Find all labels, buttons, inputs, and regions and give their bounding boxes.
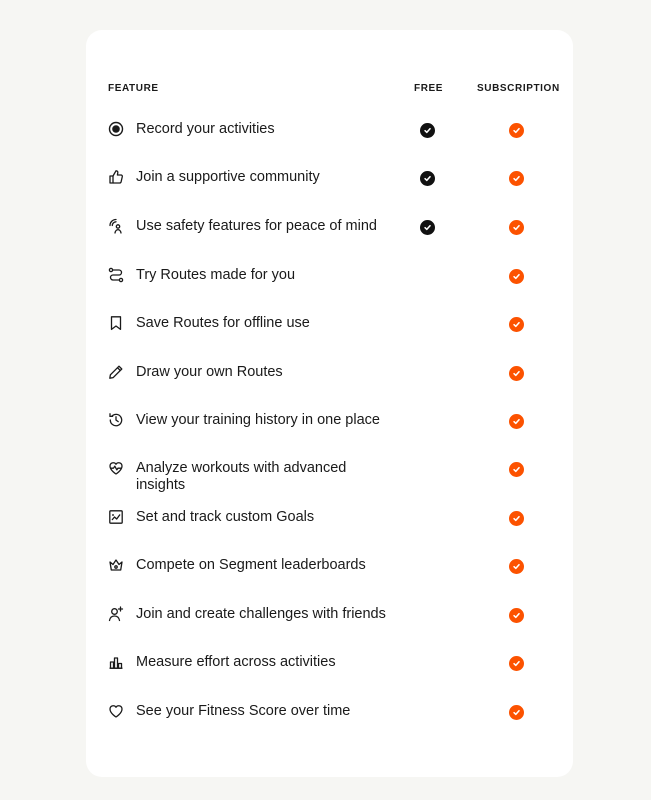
feature-label: Use safety features for peace of mind: [136, 218, 377, 234]
heart-pulse-icon: [108, 460, 124, 476]
feature-row: [0, 607, 651, 647]
subscription-check-icon: [509, 559, 524, 574]
feature-label: Draw your own Routes: [136, 364, 283, 380]
subscription-check-icon: [509, 123, 524, 138]
feature-row: [0, 365, 651, 405]
feature-row: [0, 170, 651, 210]
feature-label: Analyze workouts with advanced insights: [136, 460, 347, 493]
bar-chart-icon: [108, 654, 124, 670]
column-header-free: FREE: [414, 83, 444, 94]
feature-row: [0, 510, 651, 550]
subscription-check-icon: [509, 171, 524, 186]
subscription-check-icon: [509, 220, 524, 235]
goals-chart-icon: [108, 509, 124, 525]
feature-row: [0, 655, 651, 695]
free-check-icon: [420, 171, 435, 186]
feature-row: [0, 268, 651, 308]
history-icon: [108, 412, 124, 428]
subscription-check-icon: [509, 366, 524, 381]
beacon-icon: [108, 218, 124, 234]
feature-row: [0, 316, 651, 356]
feature-label: Try Routes made for you: [136, 267, 296, 283]
bookmark-icon: [108, 315, 124, 331]
feature-row: [0, 122, 651, 162]
subscription-check-icon: [509, 317, 524, 332]
feature-label: Save Routes for offline use: [136, 315, 310, 331]
heart-icon: [108, 703, 124, 719]
subscription-check-icon: [509, 656, 524, 671]
thumbs-up-icon: [108, 169, 124, 185]
feature-label: View your training history in one place: [136, 412, 380, 428]
subscription-check-icon: [509, 705, 524, 720]
subscription-check-icon: [509, 608, 524, 623]
pencil-icon: [108, 364, 124, 380]
free-check-icon: [420, 220, 435, 235]
subscription-check-icon: [509, 414, 524, 429]
feature-label: Join a supportive community: [136, 169, 320, 185]
feature-label: Measure effort across activities: [136, 654, 336, 670]
feature-row: [0, 704, 651, 744]
free-check-icon: [420, 123, 435, 138]
feature-row: [0, 219, 651, 259]
feature-label: See your Fitness Score over time: [136, 703, 351, 719]
add-friend-icon: [108, 606, 124, 622]
subscription-check-icon: [509, 269, 524, 284]
feature-label: Compete on Segment leaderboards: [136, 557, 366, 573]
record-icon: [108, 121, 124, 137]
feature-label: Record your activities: [136, 121, 275, 137]
feature-row: [0, 558, 651, 598]
feature-label: Set and track custom Goals: [136, 509, 315, 525]
feature-row: [0, 413, 651, 453]
route-icon: [108, 267, 124, 283]
feature-row: [0, 461, 651, 501]
crown-icon: [108, 557, 124, 573]
feature-label: Join and create challenges with friends: [136, 606, 386, 622]
column-header-feature: FEATURE: [108, 83, 159, 94]
subscription-check-icon: [509, 511, 524, 526]
column-header-subscription: SUBSCRIPTION: [477, 83, 560, 94]
subscription-check-icon: [509, 462, 524, 477]
